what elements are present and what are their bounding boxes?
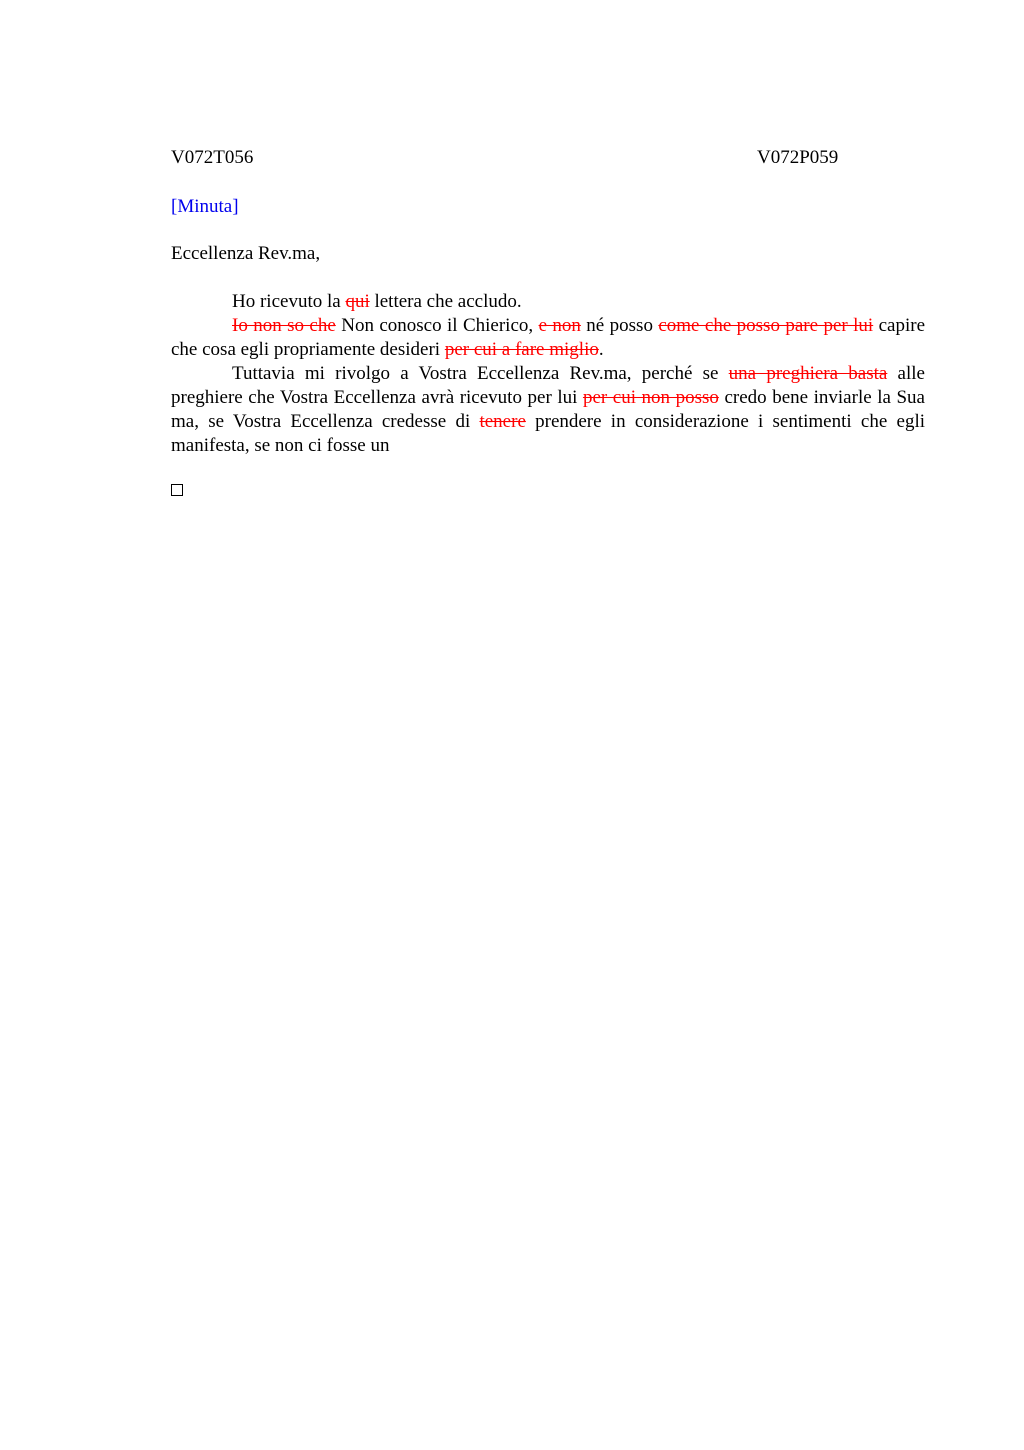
letter-paragraph [171,362,925,458]
letter-paragraph [171,290,925,314]
letter-body [171,290,925,458]
paragraph-text: Tuttavia mi rivolgo a Vostra Eccellenza Rev.ma, perché se [232,363,729,384]
deleted-text: una preghiera basta [728,363,888,384]
paragraph-text: prendere in considerazione i sentimenti che egli manifesta, se non ci fosse un [171,411,925,456]
deleted-text: Io non so che [232,315,336,336]
document-code-left: V072T056 [171,147,254,168]
paragraph-text: capire che cosa egli propriamente desideri [171,315,925,360]
paragraph-text: Non conosco il Chierico, [335,315,539,336]
end-of-text-box-icon [171,484,183,496]
deleted-text: come che posso pare per lui [658,315,874,336]
letter-paragraph [171,314,925,362]
salutation: Eccellenza Rev.ma, [171,243,321,264]
document-code-right: V072P059 [757,147,839,168]
document-page [171,146,925,496]
paragraph-text: né posso [580,315,659,336]
paragraph-text: alle preghiere che Vostra Eccellenza avrà ricevuto per lui [171,363,925,408]
paragraph-text: lettera che accludo. [369,291,522,312]
draft-note: [Minuta] [171,196,239,217]
paragraph-text: . [598,339,604,360]
deleted-text: per cui non posso [582,387,719,408]
paragraph-text: Ho ricevuto la [232,291,346,312]
deleted-text: e non [538,315,581,336]
deleted-text: tenere [479,411,526,432]
paragraph-text: credo bene inviarle la Sua ma, se Vostra Eccellenza credesse di [171,387,925,432]
deleted-text: qui [345,291,370,312]
deleted-text: per cui a fare miglio [444,339,599,360]
document-header [171,146,925,170]
